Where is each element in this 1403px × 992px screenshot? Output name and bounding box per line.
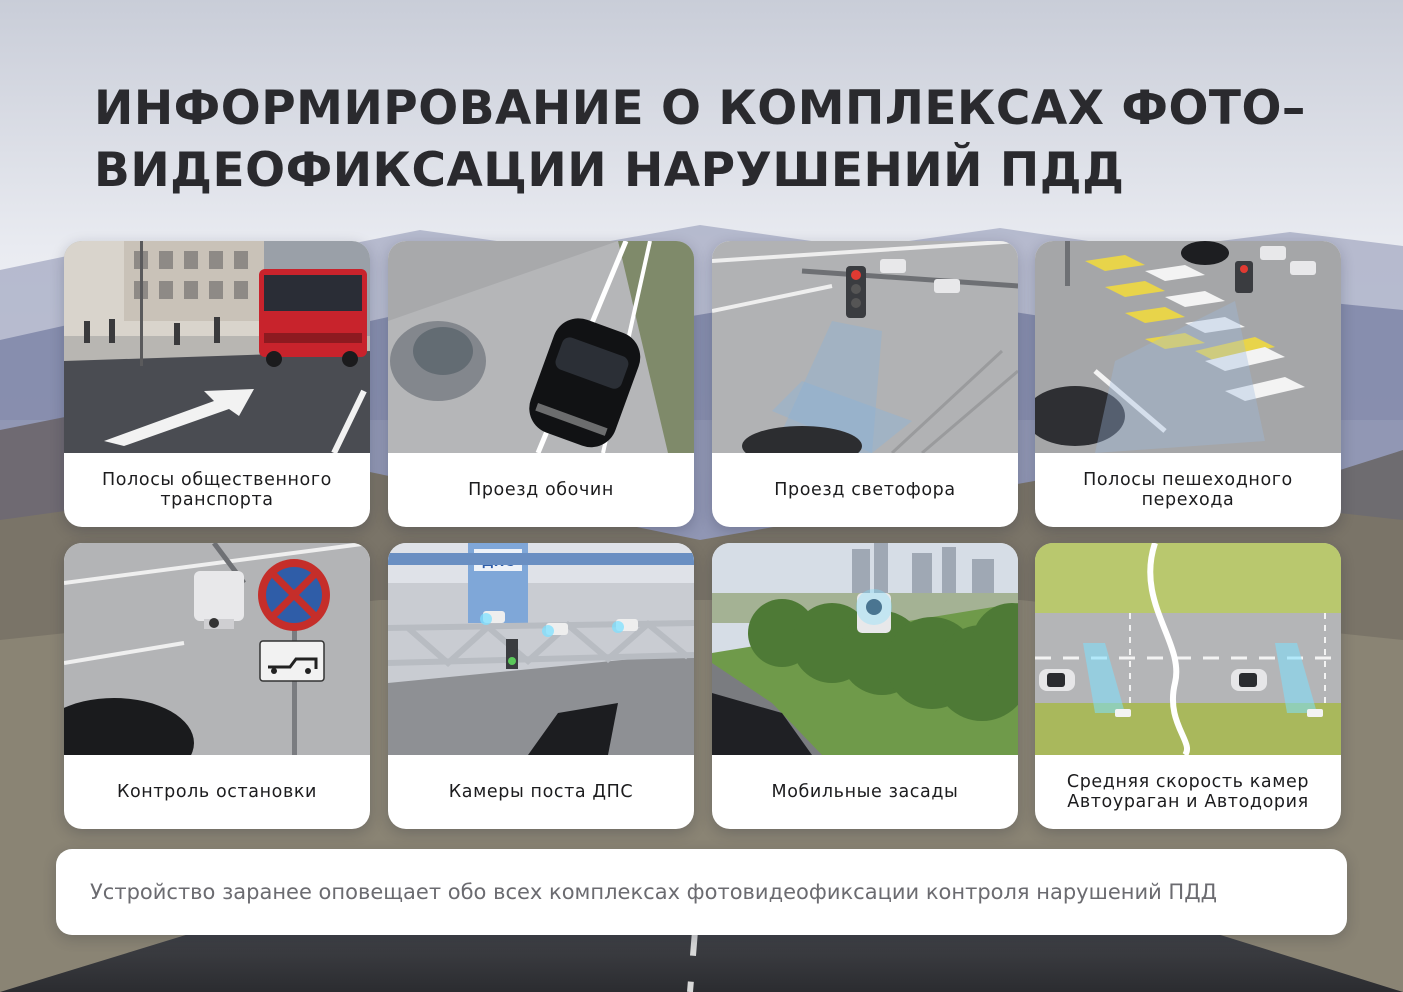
card-label: Контроль остановки [116,782,318,802]
card-shoulder-driving [388,241,694,527]
mobile-camera-ambush-photo [712,543,1018,755]
card-mobile-ambush [712,543,1018,829]
pedestrian-crossing-photo [1035,241,1341,453]
shoulder-driving-photo [388,241,694,453]
police-post-cameras-photo [388,543,694,755]
card-police-post-cameras [388,543,694,829]
card-average-speed [1035,543,1341,829]
card-traffic-light [712,241,1018,527]
card-label: Камеры поста ДПС [448,782,634,802]
card-label: Полосы общественного транспорта [102,470,332,510]
page-title [94,78,1306,202]
card-label: Полосы пешеходного перехода [1083,470,1293,510]
card-label: Мобильные засады [771,782,959,802]
bus-lane-photo [64,241,370,453]
page-title-line-1: ИНФОРМИРОВАНИЕ О КОМПЛЕКСАХ ФОТО– [94,81,1306,136]
info-text: Устройство заранее оповещает обо всех комплексах фотовидеофиксации контроля нарушений ПДД [90,880,1218,904]
card-label: Проезд обочин [468,480,614,500]
card-pedestrian-crossing [1035,241,1341,527]
card-label: Проезд светофора [774,480,956,500]
no-stopping-sign-photo [64,543,370,755]
average-speed-cameras-photo [1035,543,1341,755]
card-stopping-control [64,543,370,829]
page-title-line-2: ВИДЕОФИКСАЦИИ НАРУШЕНИЙ ПДД [94,143,1125,198]
info-banner [56,849,1347,935]
card-bus-lane [64,241,370,527]
traffic-light-camera-photo [712,241,1018,453]
card-label: Средняя скорость камер Автоураган и Автодория [1066,772,1310,812]
